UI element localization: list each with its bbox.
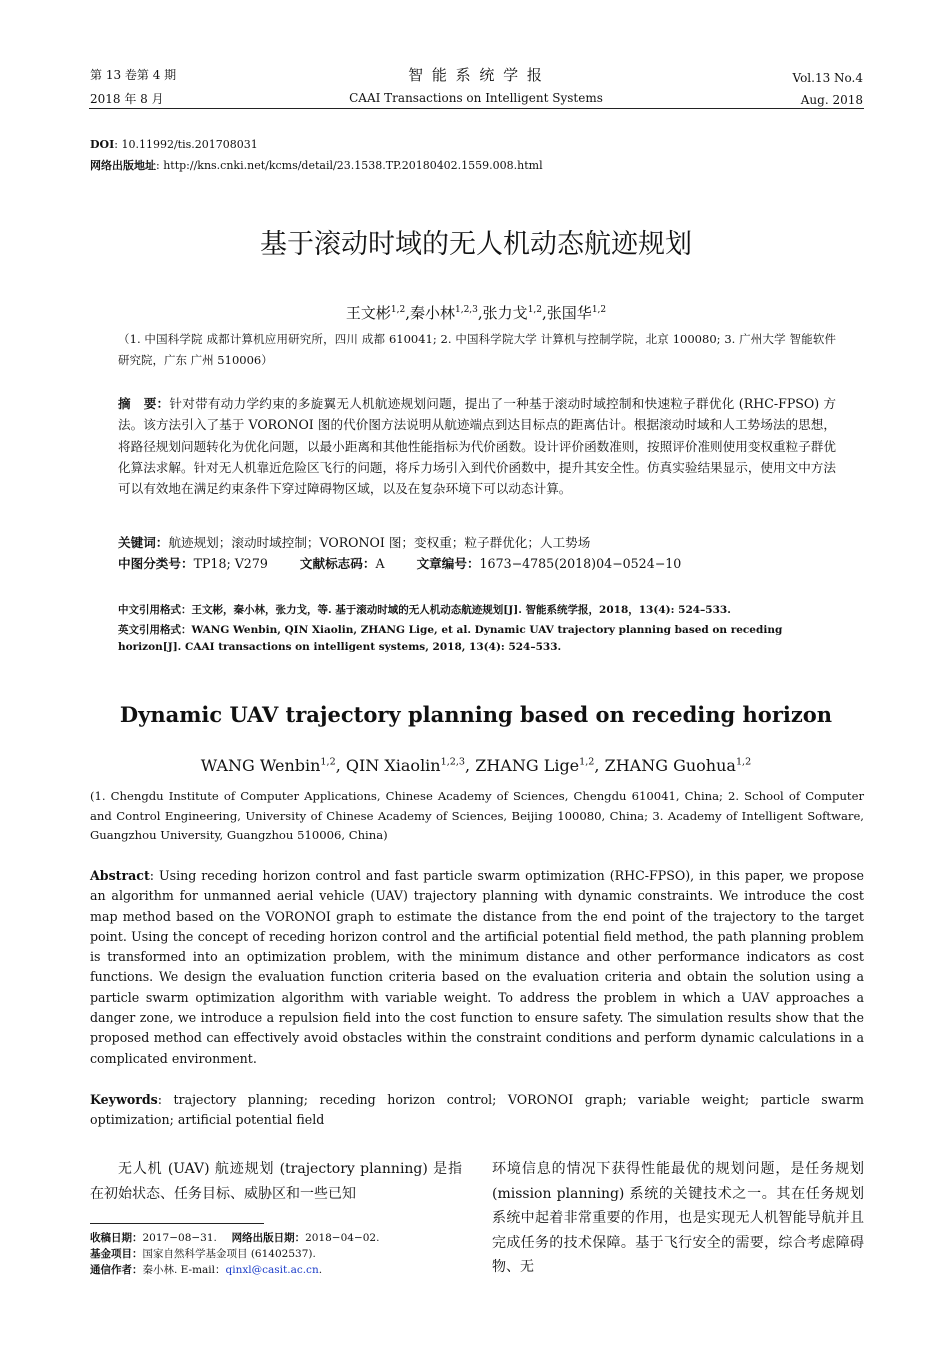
author-en-sup: 1,2	[320, 756, 336, 768]
doc-code-value: A	[375, 556, 385, 571]
header-journal-cn: 智 能 系 统 学 报	[408, 66, 544, 84]
title-cn: 基于滚动时域的无人机动态航迹规划	[260, 229, 692, 260]
online-line	[90, 157, 543, 174]
body-left-column: 无人机 (UAV) 航迹规划 (trajectory planning) 是指在初始状态、任务目标、威胁区和一些已知	[90, 1161, 462, 1202]
citation-en	[118, 622, 836, 656]
footnote-corresponding	[90, 1262, 470, 1278]
author-cn: 王文彬	[345, 304, 391, 322]
title-en: Dynamic UAV trajectory planning based on receding horizon	[119, 702, 833, 727]
author-cn-sup: 1,2,3	[454, 305, 478, 315]
footnote-fund	[90, 1246, 470, 1262]
clc-label: 中图分类号：	[118, 556, 194, 571]
affiliation-en: (1. Chengdu Institute of Computer Applications, Chinese Academy of Sciences, Chengdu 610041, China; 2. School of Computer and Control Engineering, University of Chinese Academy of Sciences, Beijing 100080, China; 3. Academy of Intelligent Software, Guangzhou University, Guangzhou 510006, China)	[90, 789, 864, 843]
email-link[interactable]: qinxl@casit.ac.cn	[225, 1264, 319, 1276]
header-date: 2018 年 8 月	[90, 92, 164, 106]
affiliation-cn: （1. 中国科学院 成都计算机应用研究所，四川 成都 610041; 2. 中国科学院大学 计算机与控制学院，北京 100080; 3. 广州大学 智能软件研究院，广东 广州 510006）	[118, 332, 836, 367]
authors-en	[0, 756, 952, 775]
online-value: : http://kns.cnki.net/kcms/detail/23.1538.TP.20180402.1559.008.html	[156, 159, 543, 172]
online-label: 网络出版地址	[90, 159, 156, 172]
article-no-label: 文章编号：	[416, 556, 480, 571]
author-sep: ,	[405, 304, 410, 322]
author-en-sup: 1,2	[579, 756, 595, 768]
footnote	[90, 1230, 470, 1278]
header-rule	[89, 108, 864, 109]
doi-label: DOI	[90, 138, 115, 151]
email-end: .	[318, 1264, 323, 1276]
received-value: 2017−08−31.	[142, 1232, 217, 1244]
fund-value: 国家自然科学基金项目 (61402537).	[142, 1248, 316, 1260]
doi-line	[90, 136, 258, 153]
fund-label: 基金项目：	[90, 1248, 143, 1260]
abstract-cn	[118, 393, 836, 499]
author-sep: ,	[542, 304, 547, 322]
footnote-dates	[90, 1230, 470, 1246]
published-value: 2018−04−02.	[305, 1232, 380, 1244]
keywords-cn-label: 关键词：	[118, 535, 169, 550]
header-journal-en: CAAI Transactions on Intelligent Systems	[349, 91, 603, 105]
author-sep: ,	[594, 756, 605, 775]
header-date-en: Aug. 2018	[800, 93, 863, 107]
citation-en-text: WANG Wenbin, QIN Xiaolin, ZHANG Lige, et al. Dynamic UAV trajectory planning based on receding horizon[J]. CAAI transactions on intelligent systems, 2018, 13(4): 524–533.	[118, 624, 783, 653]
abstract-en-label: Abstract	[90, 868, 150, 883]
corresponding-value: 秦小林. E-mail：	[142, 1264, 226, 1276]
abstract-en-text: : Using receding horizon control and fast particle swarm optimization (RHC-FPSO), in this paper, we propose an algorithm for unmanned aerial vehicle (UAV) trajectory planning with dynamic constraints. We introduce the cost map method based on the VORONOI graph to estimate the distance from the end point of the trajectory to the target point. Using the concept of receding horizon control and the artificial potential field method, the path planning problem is transformed into an optimization problem, with the minimum distance and other performance indicators as cost functions. We design the evaluation function criteria based on the evaluation criteria and obtain the solution using a particle swarm optimization algorithm with variable weight. To address the problem in which a UAV approaches a danger zone, we introduce a repulsion field into the cost function to ensure safety. The simulation results show that the proposed method can effectively avoid obstacles within the constraint conditions and perform dynamic calculations in a complicated environment.	[90, 868, 864, 1066]
author-cn-sup: 1,2	[527, 305, 543, 315]
published-label: 网络出版日期：	[231, 1232, 306, 1244]
abstract-en	[90, 866, 864, 1069]
keywords-cn-text: 航迹规划；滚动时域控制；VORONOI 图；变权重；粒子群优化；人工势场	[168, 535, 591, 550]
author-en-sup: 1,2,3	[440, 756, 466, 768]
author-en: ZHANG Guohua	[604, 756, 736, 775]
author-en: QIN Xiaolin	[345, 756, 441, 775]
author-cn-sup: 1,2	[390, 305, 406, 315]
citation-cn	[118, 602, 836, 619]
doi-value: : 10.11992/tis.201708031	[114, 138, 258, 151]
author-sep: ,	[465, 756, 476, 775]
body-right-column: 环境信息的情况下获得性能最优的规划问题，是任务规划 (mission planning) 系统的关键技术之一。其在任务规划系统中起着非常重要的作用，也是实现无人机智能导航并且完成任务的技术保障。基于飞行安全的需要，综合考虑障碍物、无	[492, 1161, 864, 1275]
author-cn: 张力戈	[482, 304, 528, 322]
received-label: 收稿日期：	[90, 1232, 143, 1244]
author-en: ZHANG Lige	[475, 756, 580, 775]
abstract-cn-label: 摘 要：	[118, 396, 170, 411]
citation-cn-text: 王文彬，秦小林，张力戈，等. 基于滚动时域的无人机动态航迹规划[J]. 智能系统学报，2018，13(4): 524–533.	[191, 604, 731, 616]
author-en: WANG Wenbin	[200, 756, 321, 775]
doc-code-label: 文献标志码：	[299, 556, 376, 571]
author-sep: ,	[477, 304, 483, 322]
authors-cn	[0, 302, 952, 323]
author-cn-sup: 1,2	[591, 305, 607, 315]
citation-cn-label: 中文引用格式：	[118, 604, 192, 616]
author-cn: 张国华	[546, 304, 592, 322]
keywords-en	[90, 1090, 864, 1131]
keywords-en-label: Keywords	[90, 1092, 158, 1107]
author-en-sup: 1,2	[735, 756, 752, 768]
abstract-cn-text: 针对带有动力学约束的多旋翼无人机航迹规划问题，提出了一种基于滚动时域控制和快速粒子群优化 (RHC-FPSO) 方法。该方法引入了基于 VORONOI 图的代价图方法说明从航迹端点到达目标点的距离估计。根据滚动时域和人工势场法的思想，将路径规划问题转化为优化问题，以最小距离和其他性能指标为代价函数。设计评价函数准则，按照评价准则使用变权重粒子群优化算法求解。针对无人机靠近危险区飞行的问题，将斥力场引入到代价函数中，提升其安全性。仿真实验结果显示，使用文中方法可以有效地在满足约束条件下穿过障碍物区域，以及在复杂环境下可以动态计算。	[118, 396, 837, 497]
author-sep: ,	[335, 756, 346, 775]
clc-value: TP18; V279	[193, 556, 268, 571]
classification-line	[118, 553, 836, 574]
header-volume: 第 13 卷第 4 期	[90, 68, 177, 82]
keywords-en-text: : trajectory planning; receding horizon control; VORONOI graph; variable weight; particle swarm optimization; artificial potential field	[90, 1092, 864, 1128]
corresponding-label: 通信作者：	[90, 1264, 143, 1276]
footnote-rule	[90, 1223, 264, 1224]
citation-en-label: 英文引用格式：	[118, 624, 192, 636]
header-vol-en: Vol.13 No.4	[792, 71, 863, 85]
keywords-cn	[118, 532, 836, 553]
author-cn: 秦小林	[409, 304, 455, 322]
article-no-value: 1673−4785(2018)04−0524−10	[479, 556, 682, 571]
